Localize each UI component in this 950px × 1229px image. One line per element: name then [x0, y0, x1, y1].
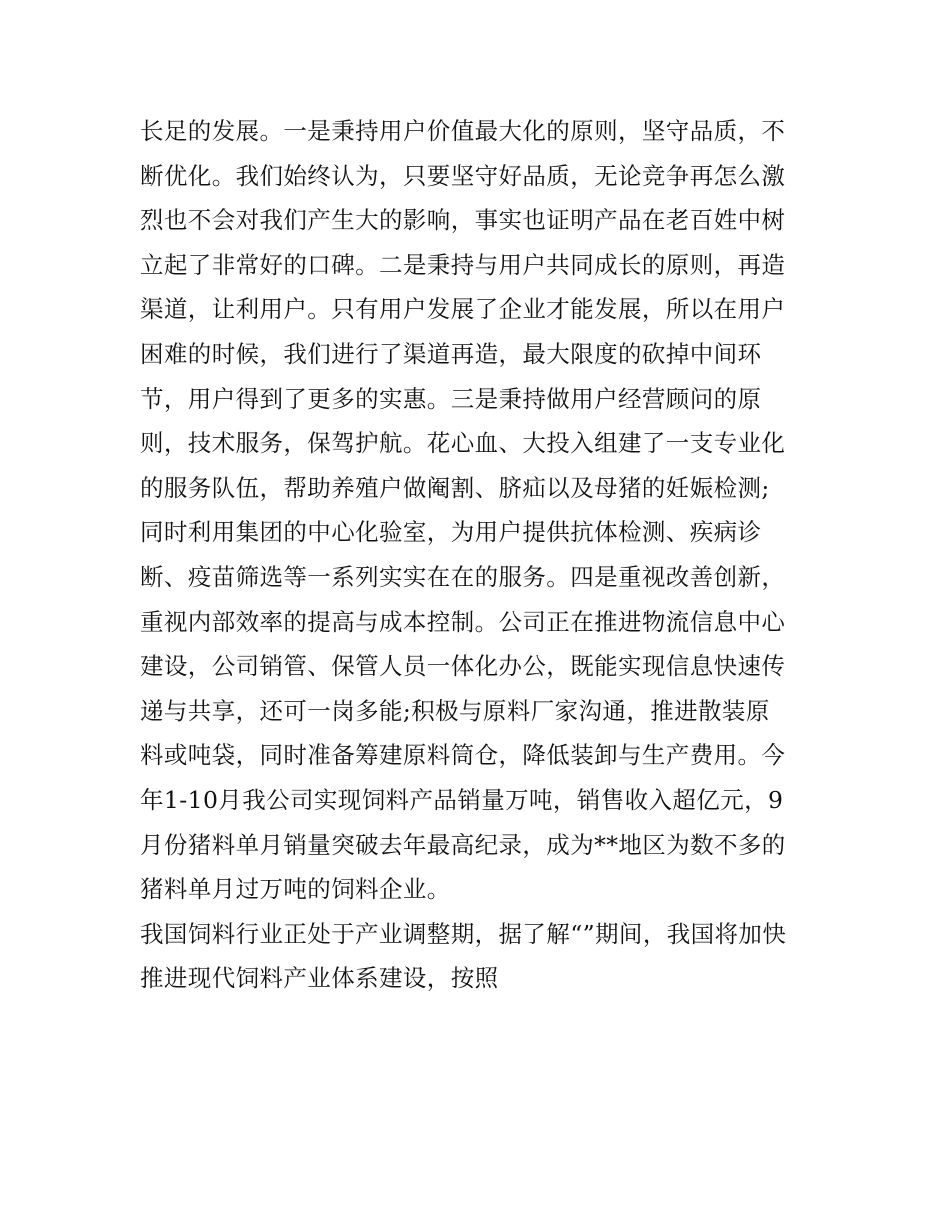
text-line-19: 我国饲料行业正处于产业调整期，据了解“”期间，我国将加快	[140, 919, 787, 948]
text-line-1: 长足的发展。一是秉持用户价值最大化的原则，坚守品质，不	[140, 117, 786, 145]
text-line-17: 月份猪料单月销量突破去年最高纪录，成为**地区为数不多的	[140, 830, 786, 859]
text-line-14: 递与共享，还可一岗多能;积极与原料厂家沟通，推进散装原	[140, 696, 770, 725]
text-line-7: 节，用户得到了更多的实惠。三是秉持做用户经营顾问的原	[140, 384, 762, 413]
text-line-16: 年1-10月我公司实现饲料产品销量万吨，销售收入超亿元，9	[140, 785, 784, 814]
text-line-5: 渠道，让利用户。只有用户发展了企业才能发展，所以在用户	[140, 295, 786, 324]
text-line-10: 同时利用集团的中心化验室，为用户提供抗体检测、疾病诊	[140, 518, 762, 547]
text-line-3: 烈也不会对我们产生大的影响，事实也证明产品在老百姓中树	[140, 206, 786, 235]
text-line-18: 猪料单月过万吨的饲料企业。	[140, 875, 451, 904]
text-line-20: 推进现代饲料产业体系建设，按照	[140, 964, 499, 993]
text-line-11: 断、疫苗筛选等一系列实实在在的服务。四是重视改善创新，	[140, 562, 786, 591]
text-line-8: 则，技术服务，保驾护航。花心血、大投入组建了一支专业化	[140, 429, 786, 458]
body-text	[140, 109, 820, 1001]
text-line-6: 困难的时候，我们进行了渠道再造，最大限度的砍掉中间环	[140, 339, 762, 368]
text-line-2: 断优化。我们始终认为，只要坚守好品质，无论竞争再怎么激	[140, 161, 786, 190]
text-line-4: 立起了非常好的口碑。二是秉持与用户共同成长的原则，再造	[140, 250, 786, 279]
text-line-12: 重视内部效率的提高与成本控制。公司正在推进物流信息中心	[140, 607, 786, 636]
text-line-15: 料或吨袋，同时准备筹建原料筒仓，降低装卸与生产费用。今	[140, 741, 786, 770]
text-line-9: 的服务队伍，帮助养殖户做阉割、脐疝以及母猪的妊娠检测;	[140, 473, 770, 502]
text-line-13: 建设，公司销管、保管人员一体化办公，既能实现信息快速传	[140, 652, 786, 681]
